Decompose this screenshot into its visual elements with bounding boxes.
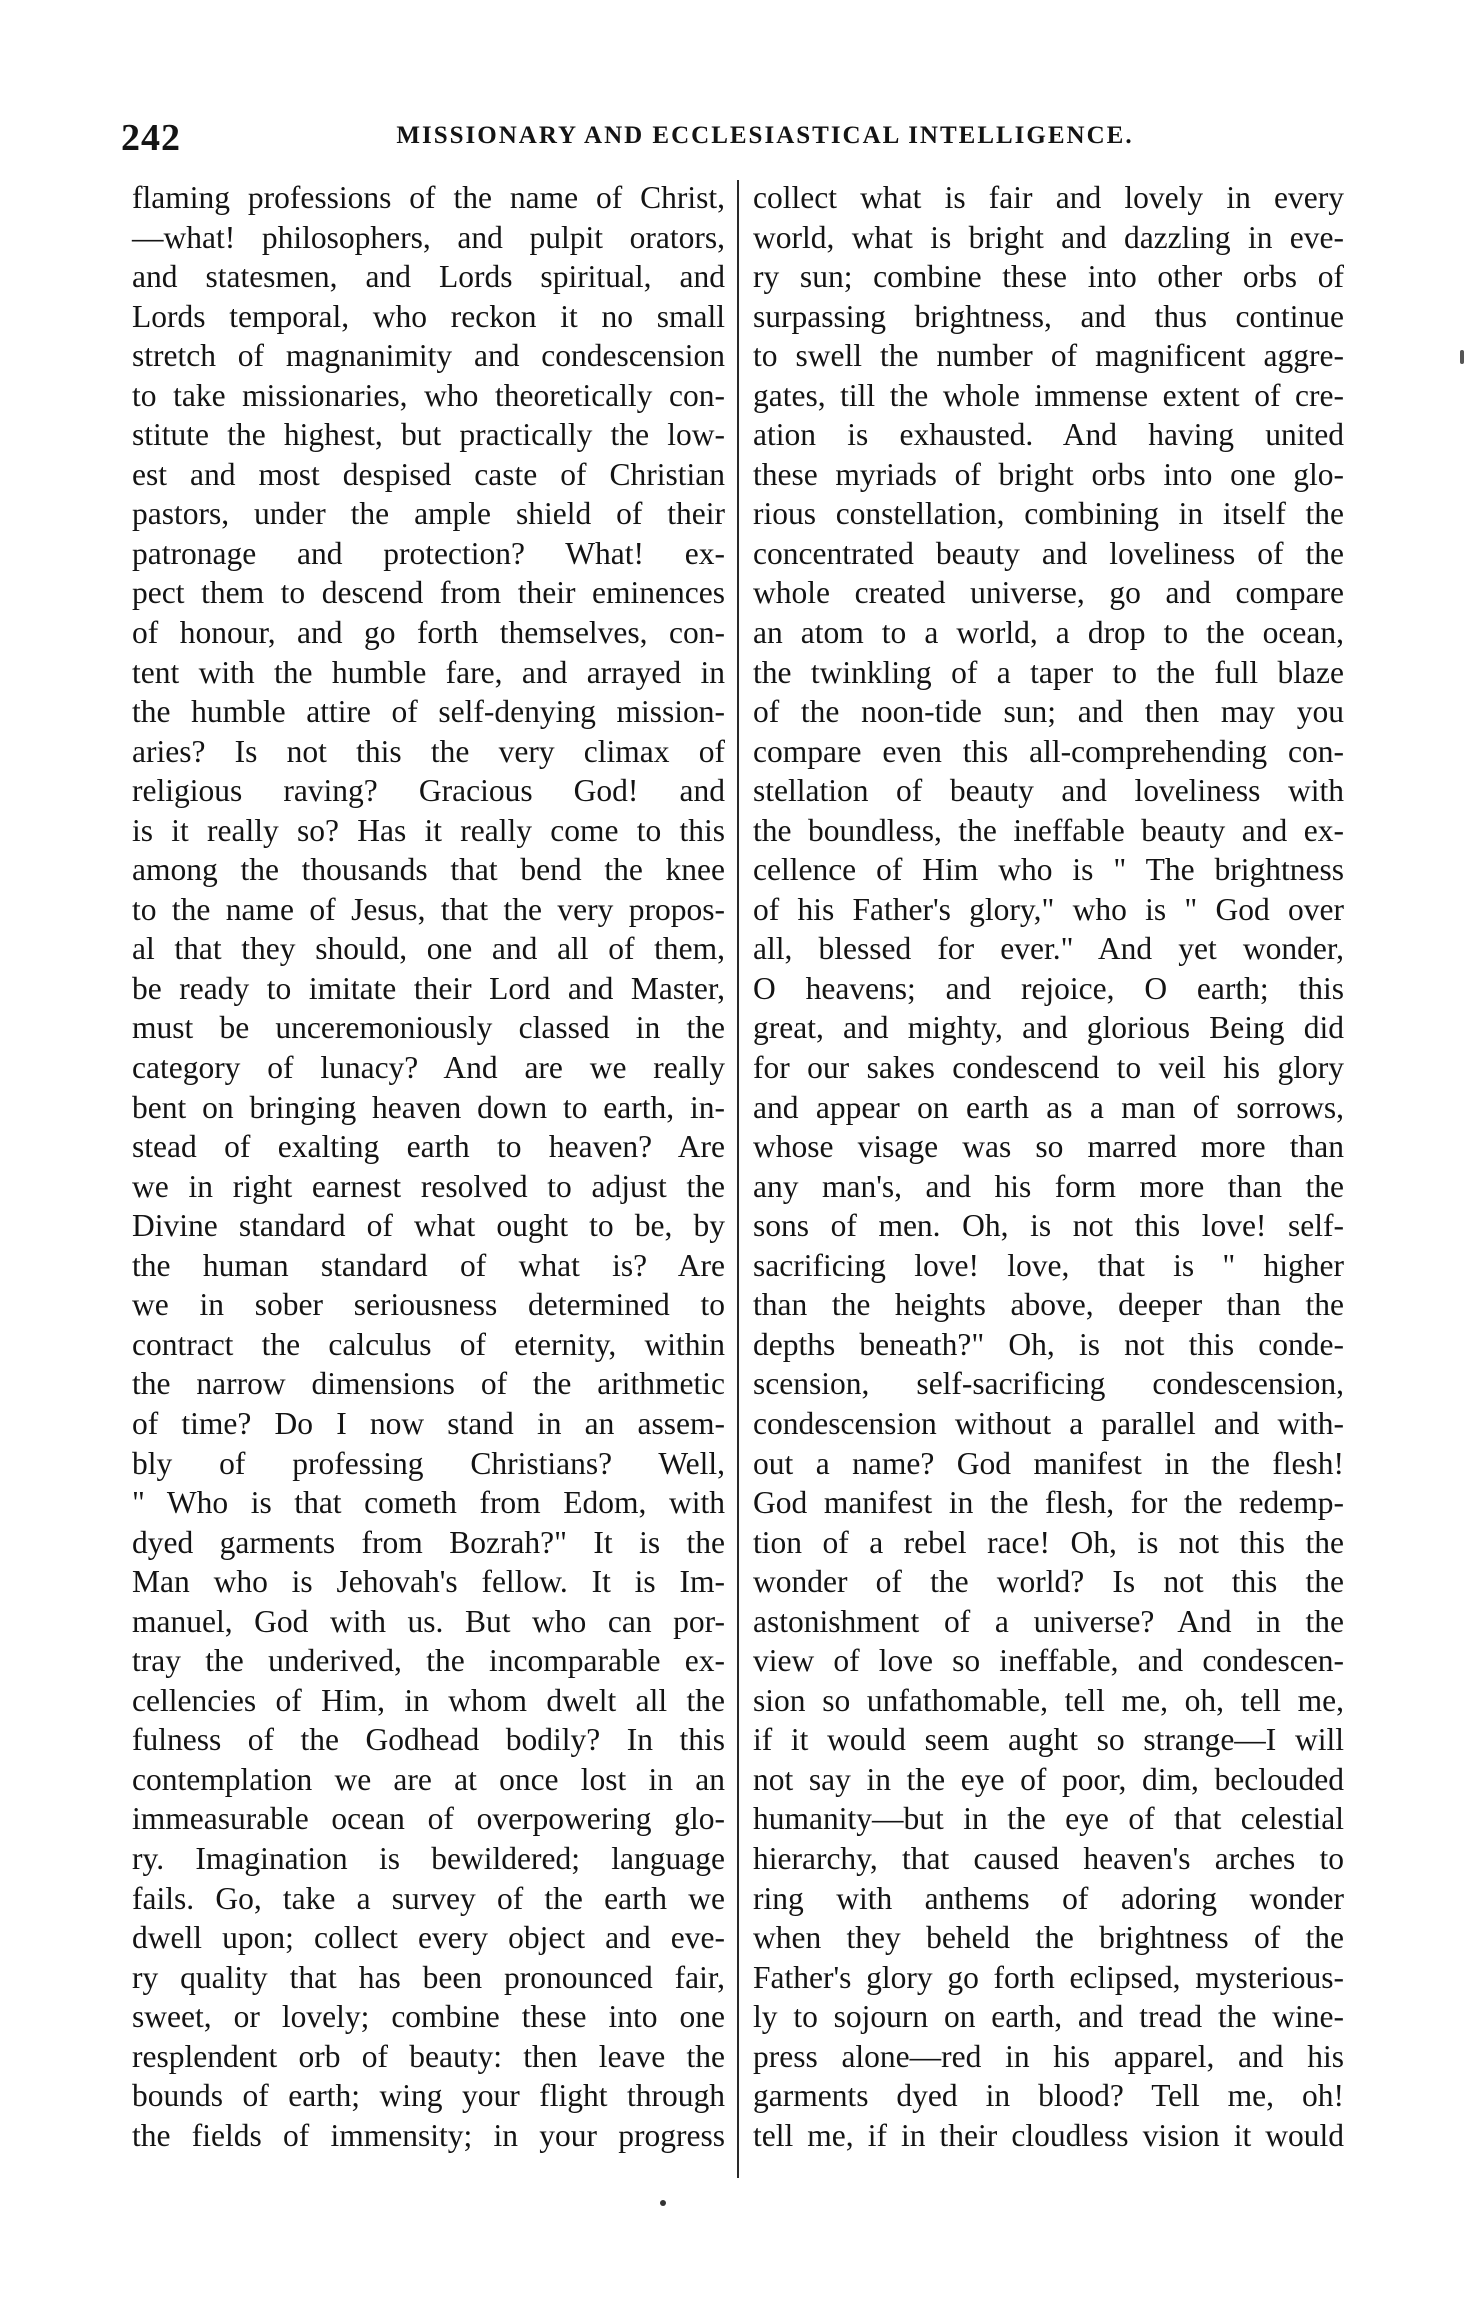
text-line: resplendent orb of beauty: then leave the [132,2038,725,2074]
text-line: contemplation we are at once lost in an [132,1761,725,1797]
text-line: Man who is Jehovah's fellow. It is Im- [132,1564,725,1600]
text-line: when they beheld the brightness of the [753,1920,1344,1956]
text-line: stellation of beauty and loveliness with [753,773,1344,809]
text-line: of time? Do I now stand in an assem- [132,1405,725,1441]
text-line: aries? Is not this the very climax of [132,733,725,769]
text-line: and appear on earth as a man of sorrows, [753,1089,1344,1125]
text-line: God manifest in the flesh, for the redemp- [753,1485,1344,1521]
text-line: of his Father's glory," who is " God over [753,891,1344,927]
text-line: tent with the humble fare, and arrayed in [132,654,725,690]
edge-mark [1460,350,1464,364]
text-line: O heavens; and rejoice, O earth; this [753,970,1344,1006]
text-line: an atom to a world, a drop to the ocean, [753,615,1344,651]
text-line: out a name? God manifest in the flesh! [753,1445,1344,1481]
text-line: " Who is that cometh from Edom, with [132,1485,725,1521]
text-line: sweet, or lovely; combine these into one [132,1999,725,2035]
text-line: bly of professing Christians? Well, [132,1445,725,1481]
text-line: of the noon-tide sun; and then may you [753,694,1344,730]
text-line: compare even this all-comprehending con- [753,733,1344,769]
text-line: fulness of the Godhead bodily? In this [132,1722,725,1758]
text-line: is it really so? Has it really come to this [132,812,725,848]
text-line: dyed garments from Bozrah?" It is the [132,1524,725,1560]
running-header [0,116,1467,159]
text-line: ring with anthems of adoring wonder [753,1880,1344,1916]
text-line: —what! philosophers, and pulpit orators, [132,219,725,255]
text-line: than the heights above, deeper than the [753,1287,1344,1323]
text-line: the twinkling of a taper to the full blaze [753,654,1344,690]
text-line: world, what is bright and dazzling in eve- [753,219,1344,255]
text-line: fails. Go, take a survey of the earth we [132,1880,725,1916]
text-line: ation is exhausted. And having united [753,417,1344,453]
text-line: the fields of immensity; in your progress [132,2117,725,2153]
text-line: sion so unfathomable, tell me, oh, tell me, [753,1682,1344,1718]
text-line: ly to sojourn on earth, and tread the wine- [753,1999,1344,2035]
text-line: Lords temporal, who reckon it no small [132,298,725,334]
text-line: to take missionaries, who theoretically con- [132,377,725,413]
text-line: the boundless, the ineffable beauty and ex- [753,812,1344,848]
text-line: tell me, if in their cloudless vision it would [753,2117,1344,2153]
text-line: al that they should, one and all of them, [132,931,725,967]
text-line: any man's, and his form more than the [753,1168,1344,1204]
text-line: stead of exalting earth to heaven? Are [132,1129,725,1165]
text-line: the humble attire of self-denying mission- [132,694,725,730]
text-line: hierarchy, that caused heaven's arches to [753,1840,1344,1876]
page-number: 242 [121,117,181,159]
text-line: the human standard of what is? Are [132,1247,725,1283]
text-line: surpassing brightness, and thus continue [753,298,1344,334]
text-line: ry quality that has been pronounced fair, [132,1959,725,1995]
text-line: scension, self-sacrificing condescension, [753,1366,1344,1402]
text-line: these myriads of bright orbs into one glo- [753,456,1344,492]
text-line: and statesmen, and Lords spiritual, and [132,259,725,295]
text-line: view of love so ineffable, and condescen- [753,1643,1344,1679]
text-line: gates, till the whole immense extent of cre- [753,377,1344,413]
text-line: Father's glory go forth eclipsed, mysterious- [753,1959,1344,1995]
text-line: be ready to imitate their Lord and Master, [132,970,725,1006]
text-line: rious constellation, combining in itself the [753,496,1344,532]
text-line: to the name of Jesus, that the very propos- [132,891,725,927]
text-line: condescension without a parallel and with- [753,1405,1344,1441]
text-line: collect what is fair and lovely in every [753,180,1344,215]
text-line: we in right earnest resolved to adjust the [132,1168,725,1204]
text-line: the narrow dimensions of the arithmetic [132,1366,725,1402]
text-line: whole created universe, go and compare [753,575,1344,611]
text-line: immeasurable ocean of overpowering glo- [132,1801,725,1837]
text-line: all, blessed for ever." And yet wonder, [753,931,1344,967]
text-line: cellence of Him who is " The brightness [753,852,1344,888]
text-line: patronage and protection? What! ex- [132,535,725,571]
left-column [132,178,725,2155]
text-line: ry. Imagination is bewildered; language [132,1840,725,1876]
text-line: whose visage was so marred more than [753,1129,1344,1165]
text-line: contract the calculus of eternity, within [132,1326,725,1362]
text-line: garments dyed in blood? Tell me, oh! [753,2078,1344,2114]
text-line: astonishment of a universe? And in the [753,1603,1344,1639]
text-line: stretch of magnanimity and condescension [132,338,725,374]
text-line: bounds of earth; wing your flight through [132,2078,725,2114]
text-line: religious raving? Gracious God! and [132,773,725,809]
text-line: tray the underived, the incomparable ex- [132,1643,725,1679]
text-line: manuel, God with us. But who can por- [132,1603,725,1639]
printer-mark [660,2200,666,2206]
text-line: depths beneath?" Oh, is not this conde- [753,1326,1344,1362]
text-line: pect them to descend from their eminences [132,575,725,611]
text-line: Divine standard of what ought to be, by [132,1208,725,1244]
text-line: wonder of the world? Is not this the [753,1564,1344,1600]
text-line: stitute the highest, but practically the low- [132,417,725,453]
running-title: MISSIONARY AND ECCLESIASTICAL INTELLIGENCE. [396,122,1134,149]
text-line: we in sober seriousness determined to [132,1287,725,1323]
text-line: bent on bringing heaven down to earth, in- [132,1089,725,1125]
text-line: to swell the number of magnificent aggre- [753,338,1344,374]
text-line: for our sakes condescend to veil his glory [753,1050,1344,1086]
right-column [753,178,1344,2155]
text-line: pastors, under the ample shield of their [132,496,725,532]
text-line: concentrated beauty and loveliness of the [753,535,1344,571]
text-line: of honour, and go forth themselves, con- [132,615,725,651]
text-line: est and most despised caste of Christian [132,456,725,492]
text-line: cellencies of Him, in whom dwelt all the [132,1682,725,1718]
column-rule [737,180,739,2178]
text-line: dwell upon; collect every object and eve- [132,1920,725,1956]
text-line: flaming professions of the name of Christ, [132,180,725,215]
text-line: great, and mighty, and glorious Being did [753,1010,1344,1046]
text-line: tion of a rebel race! Oh, is not this the [753,1524,1344,1560]
text-line: among the thousands that bend the knee [132,852,725,888]
text-line: ry sun; combine these into other orbs of [753,259,1344,295]
text-line: sons of men. Oh, is not this love! self- [753,1208,1344,1244]
text-line: sacrificing love! love, that is " higher [753,1247,1344,1283]
text-line: if it would seem aught so strange—I will [753,1722,1344,1758]
text-line: humanity—but in the eye of that celestial [753,1801,1344,1837]
text-line: must be unceremoniously classed in the [132,1010,725,1046]
text-line: not say in the eye of poor, dim, beclouded [753,1761,1344,1797]
text-line: category of lunacy? And are we really [132,1050,725,1086]
text-line: press alone—red in his apparel, and his [753,2038,1344,2074]
